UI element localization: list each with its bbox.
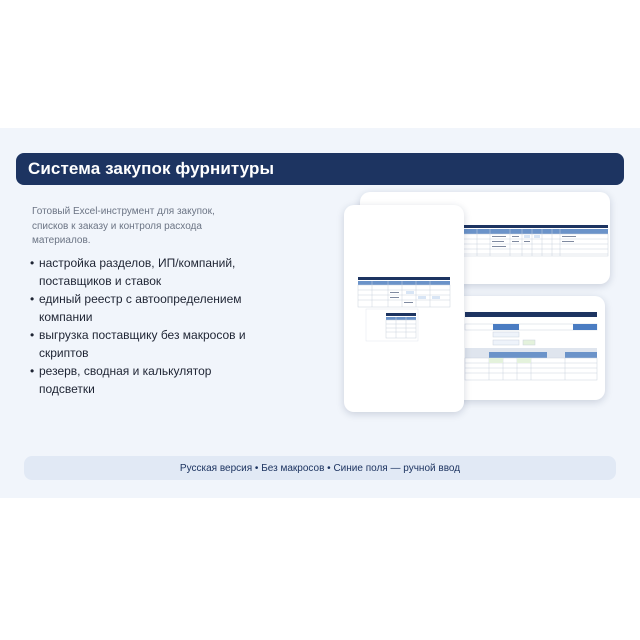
title-banner: [16, 153, 624, 185]
feature-item: [30, 362, 260, 398]
page-title: Система закупок фурнитуры: [28, 159, 275, 178]
bullet-icon: •: [30, 256, 35, 270]
feature-list: [30, 254, 260, 398]
spreadsheet-preview-summary: [344, 205, 464, 412]
bullet-icon: •: [30, 328, 35, 342]
feature-text: резерв, сводная и калькулятор подсветки: [39, 364, 212, 396]
footer-text: Русская версия • Без макросов • Синие поля — ручной ввод: [179, 462, 461, 474]
footer-note: [24, 456, 616, 480]
feature-text: настройка разделов, ИП/компаний, поставщиков и ставок: [39, 256, 236, 288]
spreadsheet-preview-calculator: [445, 296, 605, 400]
feature-item: [30, 254, 260, 290]
bullet-icon: •: [30, 364, 35, 378]
feature-item: [30, 326, 260, 362]
feature-item: [30, 290, 260, 326]
bullet-icon: •: [30, 292, 35, 306]
summary-sheet-image: [344, 205, 464, 412]
intro-text: Готовый Excel-инструмент для закупок, списков к заказу и контроля расхода материалов.: [32, 206, 215, 246]
feature-text: единый реестр с автоопределением компании: [39, 292, 242, 324]
feature-text: выгрузка поставщику без макросов и скриптов: [39, 328, 246, 360]
calculator-sheet-image: [445, 296, 605, 400]
